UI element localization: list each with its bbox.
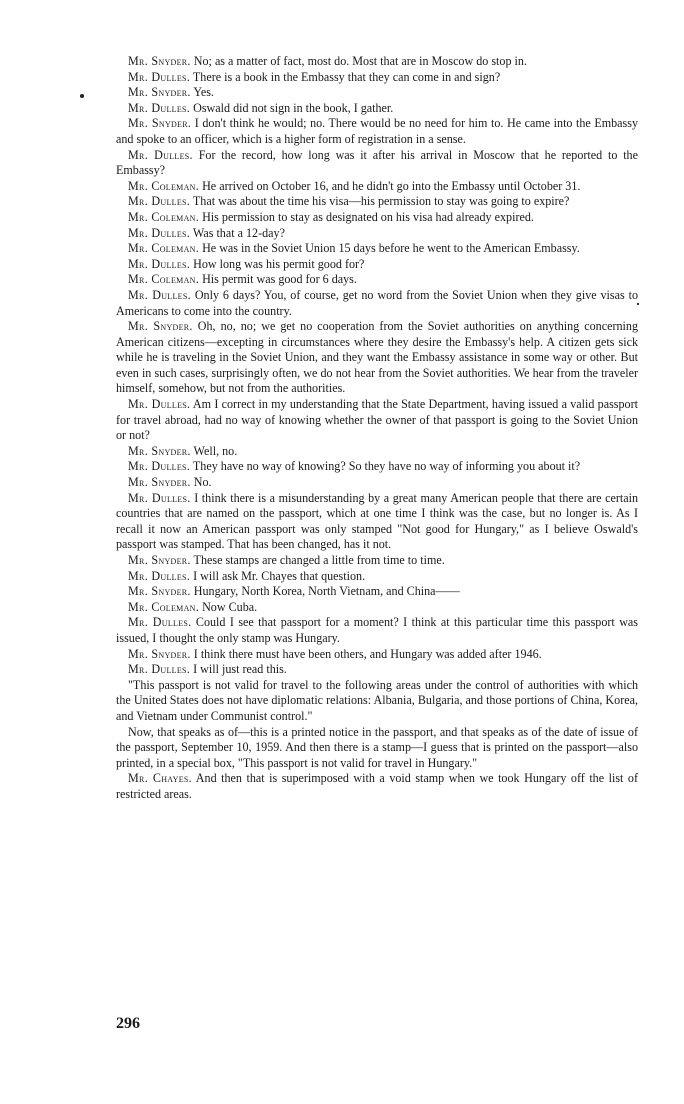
transcript-paragraph bbox=[116, 241, 638, 257]
paragraph-text: For the record, how long was it after his arrival in Moscow that he reported to the Embassy? bbox=[116, 147, 638, 178]
speaker-name: Mr. Snyder. bbox=[128, 54, 191, 68]
transcript-paragraph bbox=[116, 85, 638, 101]
transcript-paragraph bbox=[116, 288, 638, 319]
paragraph-text: Could I see that passport for a moment? I think at this particular time this passport was issued, I thought the only stamp was Hungary. bbox=[116, 615, 638, 645]
margin-bullet-mark bbox=[80, 94, 84, 98]
paragraph-text: I think there is a misunderstanding by a great many American people that there are certain countries that are named on the passport, which at one time I think was the case, but no longer is. As I recall it now an American passport was only stamped "Not good for Hungary," as I believe Oswald's passport was stamped. That has been changed, has it not. bbox=[116, 490, 638, 552]
transcript-paragraph bbox=[116, 584, 638, 600]
paragraph-text: He was in the Soviet Union 15 days before he went to the American Embassy. bbox=[199, 241, 580, 256]
paragraph-text: I don't think he would; no. There would be no need for him to. He came into the Embassy and spoke to an officer, which is a higher form of registration in a sense. bbox=[116, 116, 638, 146]
transcript-paragraph bbox=[116, 148, 638, 179]
paragraph-text: These stamps are changed a little from time to time. bbox=[190, 553, 445, 567]
speaker-name: Mr. Dulles. bbox=[128, 100, 191, 115]
paragraph-text: Oswald did not sign in the book, I gather. bbox=[190, 100, 394, 115]
speaker-name: Mr. Dulles. bbox=[128, 287, 191, 302]
transcript-paragraph bbox=[116, 272, 638, 288]
paragraph-text: Was that a 12-day? bbox=[190, 225, 285, 240]
transcript-paragraph bbox=[116, 70, 638, 86]
paragraph-text: They have no way of knowing? So they have no way of informing you about it? bbox=[190, 459, 581, 474]
transcript-paragraph bbox=[116, 475, 638, 491]
speaker-name: Mr. Dulles. bbox=[128, 490, 191, 505]
transcript-paragraph bbox=[116, 491, 638, 553]
transcript-paragraph bbox=[116, 725, 638, 772]
transcript-paragraph bbox=[116, 662, 638, 678]
transcript-paragraph bbox=[116, 194, 638, 210]
speaker-name: Mr. Coleman. bbox=[128, 241, 200, 256]
transcript-paragraph bbox=[116, 179, 638, 195]
transcript-paragraph bbox=[116, 257, 638, 273]
speaker-name: Mr. Snyder. bbox=[128, 584, 191, 599]
transcript-paragraph bbox=[116, 397, 638, 444]
speaker-name: Mr. Dulles. bbox=[128, 568, 191, 583]
speaker-name: Mr. Coleman. bbox=[128, 178, 200, 193]
speaker-name: Mr. Dulles. bbox=[128, 662, 191, 677]
speaker-name: Mr. Coleman. bbox=[128, 209, 200, 224]
speaker-name: Mr. Dulles. bbox=[128, 615, 192, 630]
speaker-name: Mr. Snyder. bbox=[128, 319, 193, 334]
paragraph-text: His permit was good for 6 days. bbox=[199, 272, 357, 287]
speaker-name: Mr. Snyder. bbox=[128, 85, 191, 100]
transcript-paragraph bbox=[116, 101, 638, 117]
paragraph-text: No; as a matter of fact, most do. Most that are in Moscow do stop in. bbox=[190, 54, 527, 68]
speaker-name: Mr. Snyder. bbox=[128, 646, 191, 661]
paragraph-text: That was about the time his visa—his permission to stay was going to expire? bbox=[190, 194, 570, 209]
paragraph-text: And then that is superimposed with a void stamp when we took Hungary off the list of restricted areas. bbox=[116, 771, 638, 801]
paragraph-text: Hungary, North Korea, North Vietnam, and China—— bbox=[190, 584, 460, 599]
transcript-paragraph bbox=[116, 319, 638, 397]
transcript-paragraph bbox=[116, 210, 638, 226]
transcript-paragraph bbox=[116, 226, 638, 242]
paragraph-text: His permission to stay as designated on his visa had already expired. bbox=[199, 209, 534, 224]
paragraph-text: Now, that speaks as of—this is a printed notice in the passport, and that speaks as of the date of issue of the passport, September 10, 1959. And then there is a stamp—I guess that is printed on the passport—also printed, in a special box, "This passport is not valid for travel in Hungary." bbox=[116, 724, 638, 770]
paragraph-text: He arrived on October 16, and he didn't go into the Embassy until October 31. bbox=[199, 178, 581, 193]
paragraph-text: I think there must have been others, and Hungary was added after 1946. bbox=[190, 646, 542, 661]
paragraph-text: Only 6 days? You, of course, get no word from the Soviet Union when they give visas to Americans to come into the country. bbox=[116, 287, 638, 318]
paragraph-text: How long was his permit good for? bbox=[190, 256, 365, 271]
transcript-paragraph bbox=[116, 771, 638, 802]
speaker-name: Mr. Dulles. bbox=[128, 459, 191, 474]
transcript-paragraph bbox=[116, 459, 638, 475]
speaker-name: Mr. Dulles. bbox=[128, 194, 191, 209]
speaker-name: Mr. Coleman. bbox=[128, 272, 200, 287]
speaker-name: Mr. Snyder. bbox=[128, 553, 191, 567]
speaker-name: Mr. Dulles. bbox=[128, 225, 191, 240]
paragraph-text: There is a book in the Embassy that they can come in and sign? bbox=[190, 69, 501, 84]
paragraph-text: Now Cuba. bbox=[199, 599, 258, 614]
speaker-name: Mr. Dulles. bbox=[128, 147, 193, 162]
speaker-name: Mr. Snyder. bbox=[128, 475, 191, 490]
speaker-name: Mr. Snyder. bbox=[128, 443, 191, 458]
transcript-paragraph bbox=[116, 116, 638, 147]
speaker-name: Mr. Chayes. bbox=[128, 771, 192, 786]
paragraph-text: I will ask Mr. Chayes that question. bbox=[190, 568, 366, 583]
paragraph-text: Well, no. bbox=[190, 443, 238, 458]
transcript-paragraph bbox=[116, 569, 638, 585]
speaker-name: Mr. Coleman. bbox=[128, 599, 200, 614]
transcript-body bbox=[116, 54, 638, 803]
paragraph-text: I will just read this. bbox=[190, 662, 287, 677]
transcript-paragraph bbox=[116, 553, 638, 569]
paragraph-text: Oh, no, no; we get no cooperation from the Soviet authorities on anything concerning American citizens—excepting in circumstances where they desire the Embassy's help. A citizen gets sick while he is traveling in the Soviet Union, and they want the Embassy assistance in some way or other. But even in such cases, surprisingly often, we do not hear from the Soviet authorities. We hear from the traveler himself, somehow, but not from the authorities. bbox=[116, 319, 638, 396]
transcript-paragraph bbox=[116, 444, 638, 460]
speaker-name: Mr. Dulles. bbox=[128, 69, 191, 84]
transcript-paragraph bbox=[116, 600, 638, 616]
speaker-name: Mr. Dulles. bbox=[128, 256, 191, 271]
transcript-paragraph bbox=[116, 647, 638, 663]
page-number: 296 bbox=[116, 1015, 140, 1032]
paragraph-text: "This passport is not valid for travel to the following areas under the control of authorities with which the United States does not have diplomatic relations: Albania, Bulgaria, and those portions of China, Korea, and Vietnam under Communist control." bbox=[116, 677, 638, 723]
transcript-paragraph bbox=[116, 615, 638, 646]
paragraph-text: No. bbox=[190, 475, 212, 490]
speaker-name: Mr. Dulles. bbox=[128, 397, 191, 412]
transcript-paragraph bbox=[116, 678, 638, 725]
transcript-paragraph bbox=[116, 54, 638, 70]
paragraph-text: Am I correct in my understanding that the State Department, having issued a valid passport for travel abroad, had no way of knowing whether the owner of that passport is going to the Soviet Union or not? bbox=[116, 397, 638, 443]
speaker-name: Mr. Snyder. bbox=[128, 116, 192, 131]
paragraph-text: Yes. bbox=[190, 85, 214, 100]
